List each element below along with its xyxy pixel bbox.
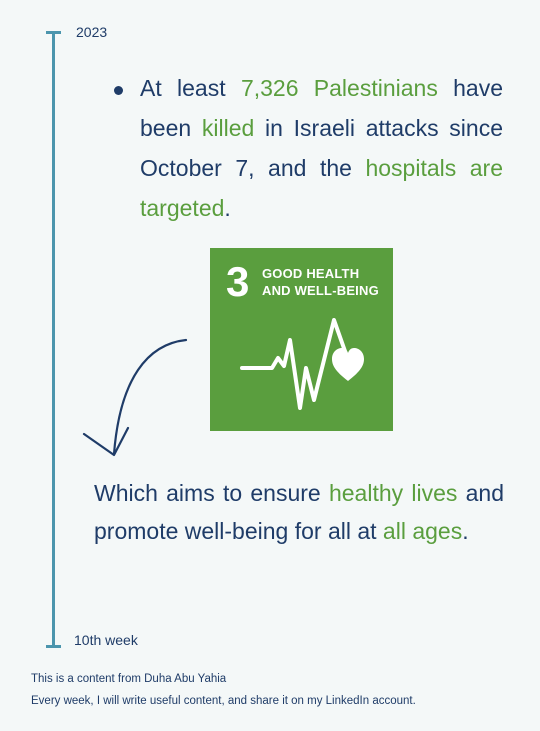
highlight-all-ages: all ages: [382, 518, 463, 544]
text-run: .: [224, 195, 231, 221]
footer-author: This is a content from Duha Abu Yahia: [31, 673, 227, 685]
heartbeat-heart-icon: [210, 248, 393, 431]
sdg-goal-3-card: [210, 248, 393, 431]
footer-note: Every week, I will write useful content, and share it on my LinkedIn account.: [31, 695, 416, 707]
text-run: Which aims to ensure: [94, 480, 329, 506]
highlight-hospitals: hospitals are targeted: [140, 155, 503, 221]
timeline-end-label: 10th week: [74, 632, 138, 648]
sdg-aim-paragraph: [94, 474, 504, 550]
sdg-title-line2: AND WELL-BEING: [262, 283, 379, 298]
sdg-number: 3: [226, 258, 250, 305]
text-run: .: [462, 518, 469, 544]
casualties-paragraph: [140, 68, 503, 228]
text-run: At least: [140, 75, 241, 101]
timeline-line: [52, 33, 55, 647]
sdg-title-line1: GOOD HEALTH: [262, 266, 360, 281]
curved-arrow-icon: [76, 334, 196, 464]
timeline-bottom-cap: [46, 645, 61, 648]
highlight-healthy-lives: healthy lives: [328, 480, 458, 506]
timeline-top-cap: [46, 31, 61, 34]
text-run: and promote well-being for all at: [94, 480, 504, 544]
timeline-start-label: 2023: [76, 24, 108, 40]
highlight-killed: killed: [201, 115, 255, 141]
text-run: have been: [140, 75, 504, 141]
highlight-casualty-count: 7,326 Palestinians: [240, 75, 438, 101]
text-run: in Israeli attacks since October 7, and the: [140, 115, 503, 181]
bullet-dot: [114, 86, 123, 95]
